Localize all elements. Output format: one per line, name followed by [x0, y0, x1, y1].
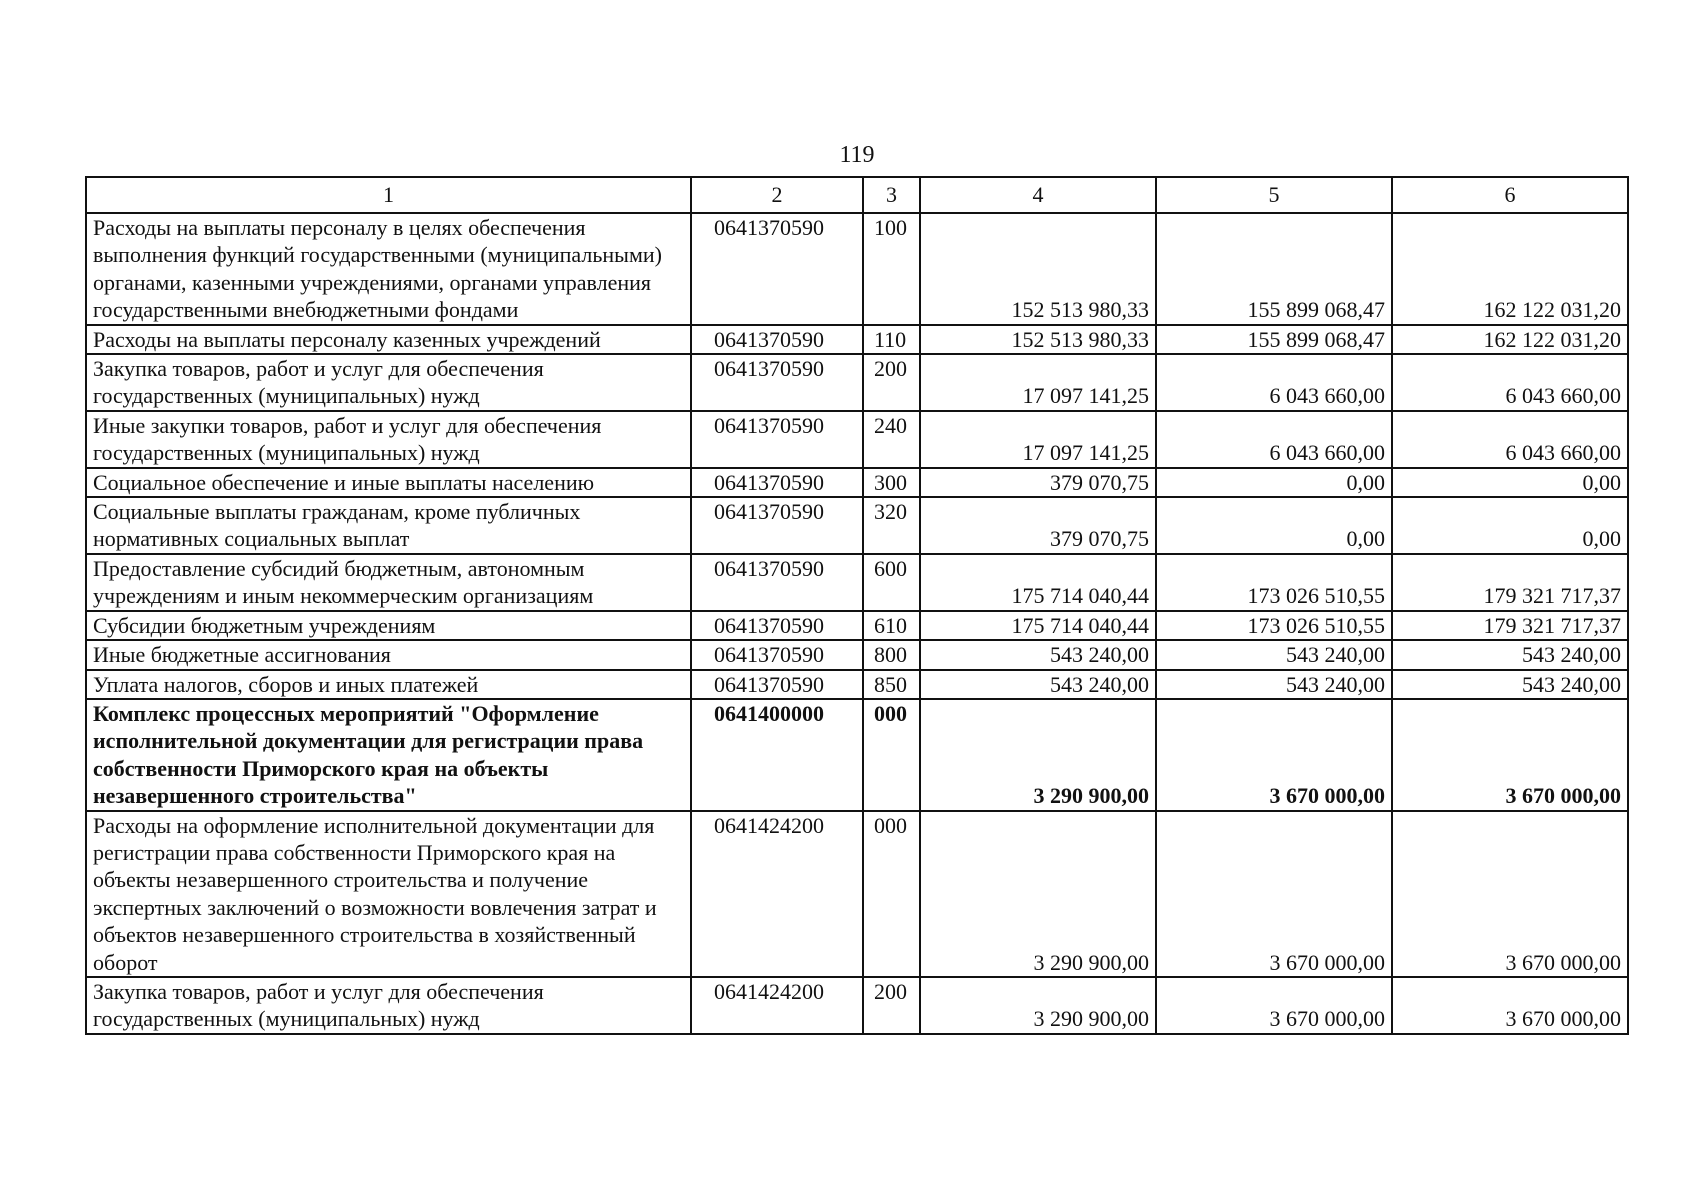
- row-amount-2-cell: 6 043 660,00: [1156, 411, 1392, 468]
- row-code-cell: 0641370590: [691, 554, 863, 611]
- table-row: [86, 811, 1628, 977]
- table-row: [86, 640, 1628, 669]
- row-code-cell: 0641370590: [691, 497, 863, 554]
- row-amount-3-cell: 179 321 717,37: [1392, 554, 1628, 611]
- row-name-cell: Предоставление субсидий бюджетным, автономным учреждениям и иным некоммерческим организациям: [86, 554, 691, 611]
- row-name-cell: Социальное обеспечение и иные выплаты населению: [86, 468, 691, 497]
- row-amount-1-cell: 152 513 980,33: [920, 325, 1156, 354]
- page-number: 119: [839, 142, 875, 168]
- row-amount-1-cell: 175 714 040,44: [920, 554, 1156, 611]
- table-row: [86, 699, 1628, 811]
- table-row: [86, 977, 1628, 1034]
- row-name-cell: Уплата налогов, сборов и иных платежей: [86, 670, 691, 699]
- row-amount-1-cell: 3 290 900,00: [920, 811, 1156, 977]
- row-type-cell: 100: [863, 213, 920, 325]
- row-amount-2-cell: 543 240,00: [1156, 670, 1392, 699]
- table-row: [86, 325, 1628, 354]
- row-type-cell: 000: [863, 699, 920, 811]
- row-name-cell: Закупка товаров, работ и услуг для обеспечения государственных (муниципальных) нужд: [86, 977, 691, 1034]
- row-code-cell: 0641400000: [691, 699, 863, 811]
- row-amount-3-cell: 543 240,00: [1392, 640, 1628, 669]
- row-amount-2-cell: 543 240,00: [1156, 640, 1392, 669]
- row-type-cell: 200: [863, 977, 920, 1034]
- row-amount-3-cell: 162 122 031,20: [1392, 213, 1628, 325]
- table-row: [86, 554, 1628, 611]
- column-header: 4: [920, 177, 1156, 213]
- row-amount-2-cell: 3 670 000,00: [1156, 699, 1392, 811]
- row-name-cell: Социальные выплаты гражданам, кроме публичных нормативных социальных выплат: [86, 497, 691, 554]
- row-amount-1-cell: 543 240,00: [920, 640, 1156, 669]
- row-amount-2-cell: 3 670 000,00: [1156, 977, 1392, 1034]
- row-code-cell: 0641370590: [691, 354, 863, 411]
- row-code-cell: 0641370590: [691, 640, 863, 669]
- row-amount-1-cell: 152 513 980,33: [920, 213, 1156, 325]
- row-type-cell: 200: [863, 354, 920, 411]
- row-amount-3-cell: 543 240,00: [1392, 670, 1628, 699]
- row-amount-3-cell: 6 043 660,00: [1392, 354, 1628, 411]
- row-amount-2-cell: 6 043 660,00: [1156, 354, 1392, 411]
- row-amount-1-cell: 379 070,75: [920, 497, 1156, 554]
- row-code-cell: 0641370590: [691, 411, 863, 468]
- table-row: [86, 468, 1628, 497]
- row-amount-3-cell: 3 670 000,00: [1392, 811, 1628, 977]
- row-type-cell: 000: [863, 811, 920, 977]
- table-row: [86, 670, 1628, 699]
- table-row: [86, 213, 1628, 325]
- row-amount-2-cell: 0,00: [1156, 468, 1392, 497]
- column-header: 1: [86, 177, 691, 213]
- row-name-cell: Расходы на оформление исполнительной документации для регистрации права собственности Приморского края на объекты незавершенного строительства и получение экспертных заключений о возможности вовлечения затрат и объектов незавершенного строительства в хозяйственный оборот: [86, 811, 691, 977]
- column-header: 6: [1392, 177, 1628, 213]
- row-type-cell: 800: [863, 640, 920, 669]
- row-name-cell: Иные закупки товаров, работ и услуг для обеспечения государственных (муниципальных) нужд: [86, 411, 691, 468]
- row-amount-2-cell: 173 026 510,55: [1156, 554, 1392, 611]
- row-name-cell: Закупка товаров, работ и услуг для обеспечения государственных (муниципальных) нужд: [86, 354, 691, 411]
- row-amount-2-cell: 0,00: [1156, 497, 1392, 554]
- column-header: 2: [691, 177, 863, 213]
- row-type-cell: 610: [863, 611, 920, 640]
- row-amount-3-cell: 0,00: [1392, 497, 1628, 554]
- row-amount-1-cell: 175 714 040,44: [920, 611, 1156, 640]
- row-amount-1-cell: 3 290 900,00: [920, 699, 1156, 811]
- row-name-cell: Расходы на выплаты персоналу в целях обеспечения выполнения функций государственными (муниципальными) органами, казенными учреждениями, органами управления государственными внебюджетными фондами: [86, 213, 691, 325]
- row-amount-3-cell: 3 670 000,00: [1392, 699, 1628, 811]
- row-code-cell: 0641370590: [691, 670, 863, 699]
- row-code-cell: 0641424200: [691, 977, 863, 1034]
- table-row: [86, 611, 1628, 640]
- row-code-cell: 0641424200: [691, 811, 863, 977]
- column-header: 3: [863, 177, 920, 213]
- row-name-cell: Иные бюджетные ассигнования: [86, 640, 691, 669]
- row-amount-1-cell: 3 290 900,00: [920, 977, 1156, 1034]
- row-amount-3-cell: 0,00: [1392, 468, 1628, 497]
- row-amount-1-cell: 17 097 141,25: [920, 411, 1156, 468]
- row-code-cell: 0641370590: [691, 325, 863, 354]
- table-row: [86, 411, 1628, 468]
- row-code-cell: 0641370590: [691, 468, 863, 497]
- row-amount-1-cell: 379 070,75: [920, 468, 1156, 497]
- row-amount-2-cell: 173 026 510,55: [1156, 611, 1392, 640]
- table-header-row: [86, 177, 1628, 213]
- row-amount-3-cell: 3 670 000,00: [1392, 977, 1628, 1034]
- table-row: [86, 497, 1628, 554]
- row-name-cell: Расходы на выплаты персоналу казенных учреждений: [86, 325, 691, 354]
- table-row: [86, 354, 1628, 411]
- row-type-cell: 300: [863, 468, 920, 497]
- row-type-cell: 320: [863, 497, 920, 554]
- row-name-cell: Комплекс процессных мероприятий "Оформление исполнительной документации для регистрации права собственности Приморского края на объекты незавершенного строительства": [86, 699, 691, 811]
- row-amount-2-cell: 3 670 000,00: [1156, 811, 1392, 977]
- row-amount-2-cell: 155 899 068,47: [1156, 325, 1392, 354]
- row-type-cell: 600: [863, 554, 920, 611]
- row-amount-3-cell: 6 043 660,00: [1392, 411, 1628, 468]
- row-code-cell: 0641370590: [691, 611, 863, 640]
- row-amount-1-cell: 17 097 141,25: [920, 354, 1156, 411]
- column-header: 5: [1156, 177, 1392, 213]
- row-amount-2-cell: 155 899 068,47: [1156, 213, 1392, 325]
- row-type-cell: 850: [863, 670, 920, 699]
- row-amount-3-cell: 179 321 717,37: [1392, 611, 1628, 640]
- row-type-cell: 110: [863, 325, 920, 354]
- row-name-cell: Субсидии бюджетным учреждениям: [86, 611, 691, 640]
- row-amount-1-cell: 543 240,00: [920, 670, 1156, 699]
- row-amount-3-cell: 162 122 031,20: [1392, 325, 1628, 354]
- row-code-cell: 0641370590: [691, 213, 863, 325]
- budget-table: [85, 176, 1629, 1035]
- row-type-cell: 240: [863, 411, 920, 468]
